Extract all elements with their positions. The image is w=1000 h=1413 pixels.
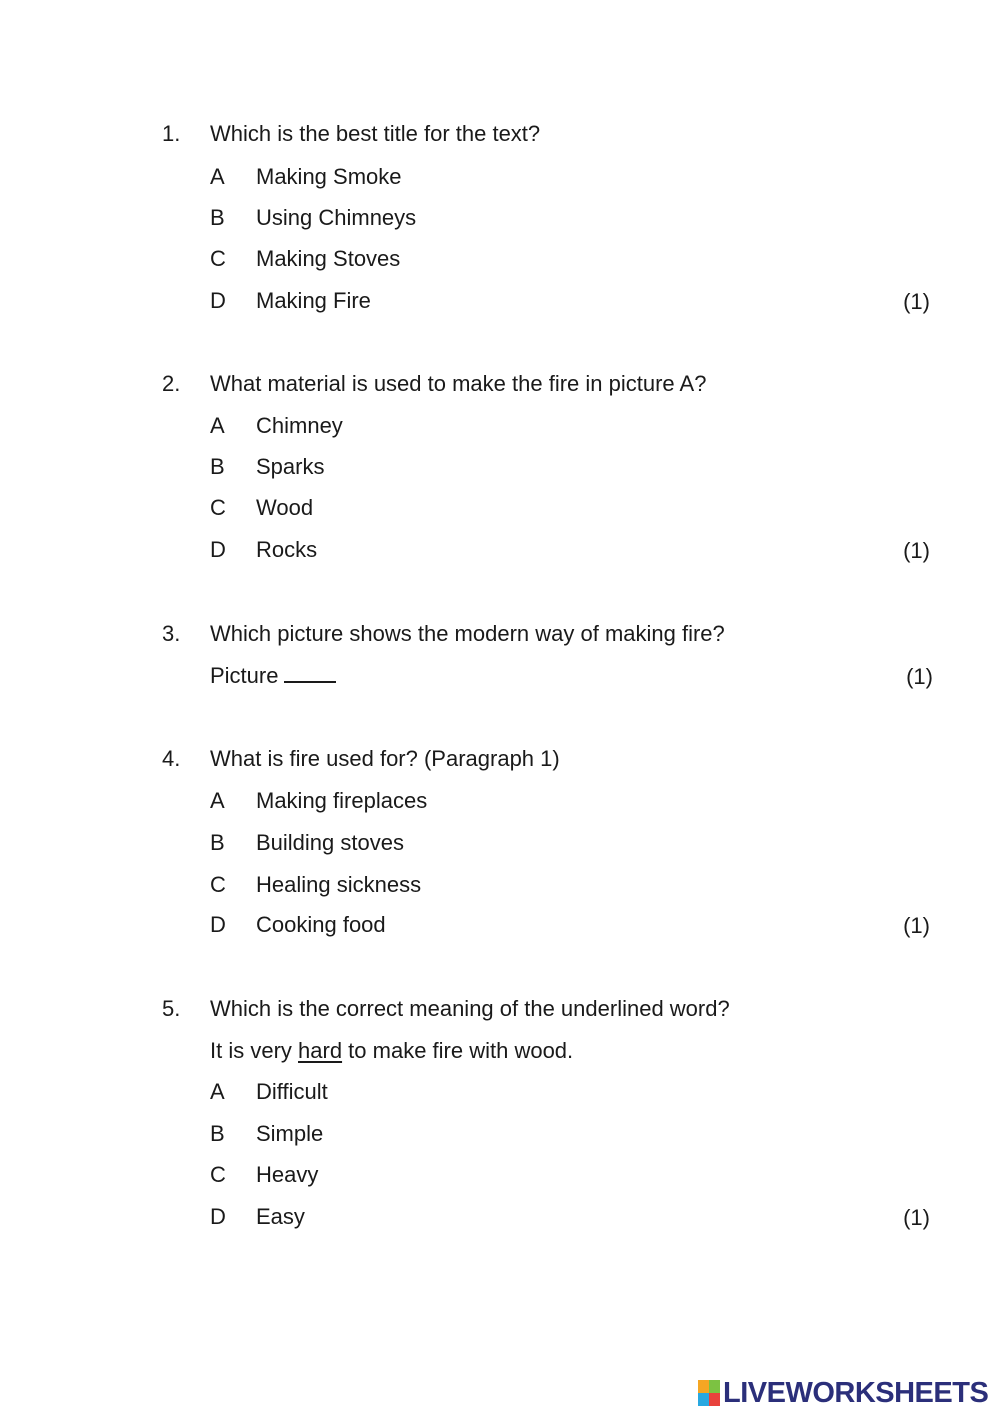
- option-text: Building stoves: [256, 830, 404, 855]
- option-letter: C: [210, 1162, 226, 1187]
- option-letter: A: [210, 164, 225, 189]
- question-3-text: Which picture shows the modern way of making fire?: [210, 621, 725, 646]
- sentence-after: to make fire with wood.: [342, 1038, 574, 1063]
- option-text: Simple: [256, 1121, 324, 1146]
- option-letter: A: [210, 413, 225, 438]
- option-letter: B: [210, 205, 225, 230]
- answer-blank[interactable]: [284, 663, 336, 683]
- option-text: Using Chimneys: [256, 205, 417, 230]
- question-5-mark: (1): [903, 1205, 930, 1230]
- underlined-word: hard: [298, 1038, 343, 1063]
- question-1-mark: (1): [903, 289, 930, 314]
- question-4-text: What is fire used for? (Paragraph 1): [210, 746, 560, 771]
- option-text: Wood: [256, 495, 314, 520]
- option-text: Making Fire: [256, 288, 371, 313]
- option-text: Cooking food: [256, 912, 386, 937]
- option-letter: B: [210, 830, 225, 855]
- question-1-number: 1.: [162, 121, 181, 146]
- option-letter: D: [210, 912, 226, 937]
- option-letter: D: [210, 1204, 226, 1229]
- question-2-mark: (1): [903, 538, 930, 563]
- option-text: Healing sickness: [256, 872, 422, 897]
- option-letter: D: [210, 288, 226, 313]
- question-2-text: What material is used to make the fire in picture A?: [210, 371, 707, 396]
- option-text: Chimney: [256, 413, 343, 438]
- sentence-before: It is very: [210, 1038, 299, 1063]
- option-letter: A: [210, 1079, 225, 1104]
- answer-prefix: Picture: [210, 663, 279, 688]
- option-text: Heavy: [256, 1162, 319, 1187]
- option-letter: D: [210, 537, 226, 562]
- liveworksheets-logo-icon: [698, 1380, 720, 1406]
- question-4-mark: (1): [903, 913, 930, 938]
- option-letter: C: [210, 495, 226, 520]
- option-text: Easy: [256, 1204, 305, 1229]
- liveworksheets-logo: [698, 1377, 988, 1409]
- question-5-text: Which is the correct meaning of the underlined word?: [210, 996, 730, 1021]
- option-text: Making fireplaces: [256, 788, 428, 813]
- question-5-sentence: [210, 1037, 573, 1065]
- option-letter: B: [210, 1121, 225, 1146]
- question-3-mark: (1): [906, 664, 933, 689]
- option-text: Making Smoke: [256, 164, 402, 189]
- logo-text: LIVEWORKSHEETS: [723, 1377, 989, 1409]
- question-4-number: 4.: [162, 746, 181, 771]
- option-text: Difficult: [256, 1079, 328, 1104]
- question-5-number: 5.: [162, 996, 181, 1021]
- option-text: Sparks: [256, 454, 325, 479]
- question-2-number: 2.: [162, 371, 181, 396]
- question-3-number: 3.: [162, 621, 181, 646]
- option-letter: C: [210, 872, 226, 897]
- option-text: Making Stoves: [256, 246, 401, 271]
- option-letter: C: [210, 246, 226, 271]
- option-text: Rocks: [256, 537, 318, 562]
- option-letter: A: [210, 788, 225, 813]
- option-letter: B: [210, 454, 225, 479]
- question-3-answer-line: [210, 662, 336, 690]
- question-1-text: Which is the best title for the text?: [210, 121, 541, 146]
